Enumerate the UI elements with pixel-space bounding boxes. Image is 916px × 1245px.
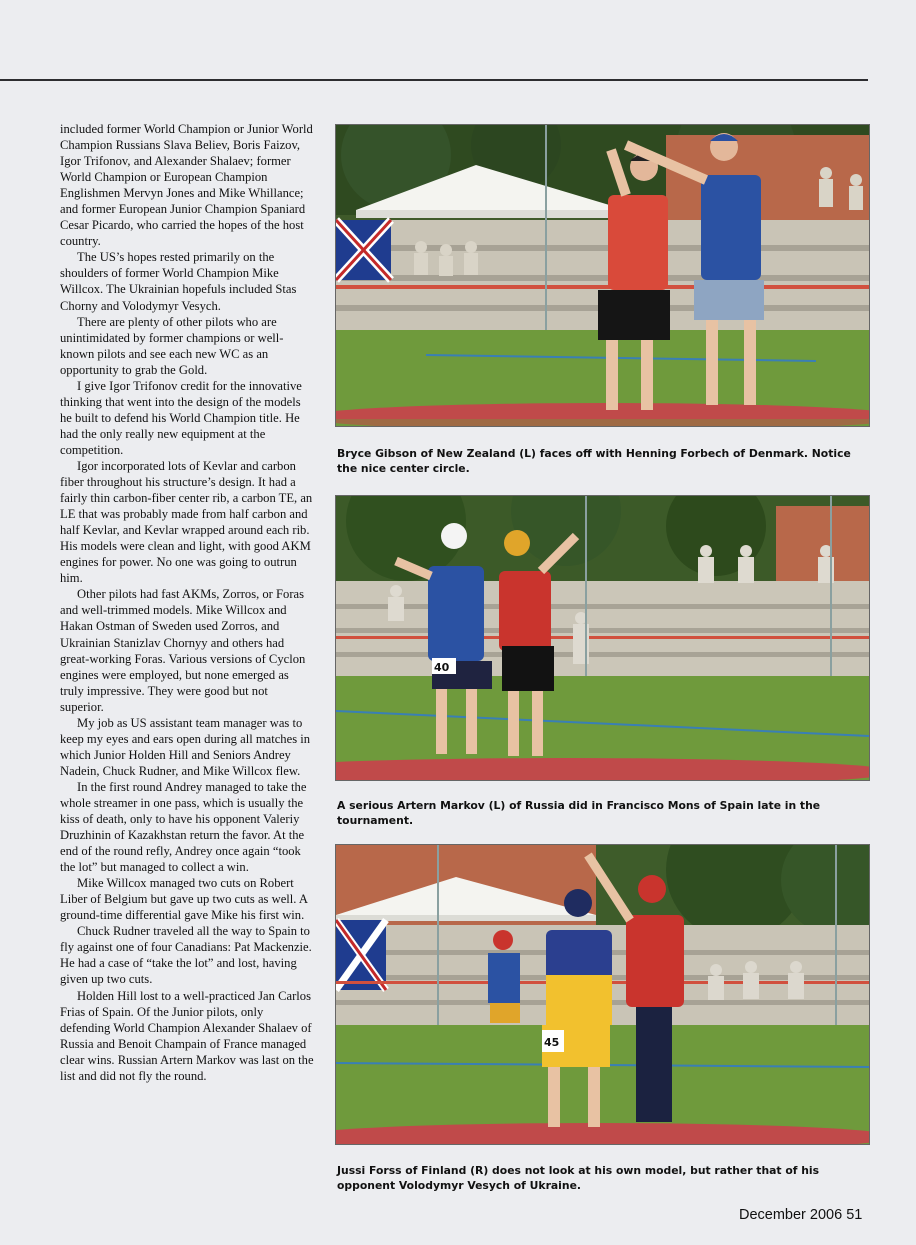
page-footer — [739, 1207, 869, 1223]
article-paragraph: Other pilots had fast AKMs, Zorros, or Foras and well-trimmed models. Mike Willcox and Hakan Ostman of Sweden used Zorros, and Ukrainian Stanizlav Chornyy and others had great-working Foras. Various versions of Cyclon engines were employed, but none emerged as truly impressive. They were good but not superior. — [60, 587, 306, 714]
article-paragraph: There are plenty of other pilots who are unintimidated by former champions or well-known pilots and see each new WC as an opportunity to grab the Gold. — [60, 314, 284, 377]
article-paragraph: Igor incorporated lots of Kevlar and carbon fiber throughout his structure’s design. It had a fairly thin carbon-fiber center rib, a carbon TE, an LE that was probably made from half carbon and half Kevlar, and Kevlar wrapped around each rib. His models were clean and light, with good AKM engines for power. No one was going to outrun him. — [60, 458, 313, 586]
bib-number-40: 40 — [434, 661, 450, 674]
bib-number-45: 45 — [544, 1036, 560, 1049]
photo-markov — [335, 495, 870, 781]
photo-faceoff — [335, 124, 870, 427]
article-paragraph: I give Igor Trifonov credit for the innovative thinking that went into the design of the models he built to defend his World Champion title. He had the only really new equipment at the competition. — [60, 378, 302, 457]
photo-markov-image — [336, 496, 869, 780]
article-paragraph: Mike Willcox managed two cuts on Robert Liber of Belgium but gave up two cuts as well. A ground-time differential gave Mike his first win. — [60, 876, 308, 923]
page-number: 51 — [846, 1207, 863, 1223]
article-paragraph: My job as US assistant team manager was to keep my eyes and ears open during all matches in which Junior Holden Hill and Seniors Andrey Nadein, Chuck Rudner, and Mike Willcox flew. — [60, 715, 311, 778]
photo-markov-caption: A serious Artern Markov (L) of Russia did in Francisco Mons of Spain late in the tournament. — [337, 799, 821, 827]
issue-date: December 2006 — [739, 1207, 843, 1223]
article-paragraph: In the first round Andrey managed to take the whole streamer in one pass, which is usually the kiss of death, only to have his opponent Valeriy Druzhinin of Kazakhstan return the favor. At the end of the round refly, Andrey once again “took the lot” but managed to collect a win. — [60, 779, 307, 875]
article-paragraph: included former World Champion or Junior World Champion Russians Slava Believ, Boris Faizov, Igor Trifonov, and Alexander Shalaev; former World Champion or European Champion Englishmen Mervyn Jones and Mike Whillance; and former European Junior Champion Spaniard Cesar Picardo, who carried the hopes of the host country. — [60, 122, 313, 249]
photo-faceoff-image — [336, 125, 869, 426]
header-rule — [0, 79, 868, 81]
photo-forss-image — [336, 845, 869, 1144]
photo-forss — [335, 844, 870, 1145]
article-paragraph: The US’s hopes rested primarily on the shoulders of former World Champion Mike Willcox. The Ukrainian hopefuls included Stas Chorny and Volodymyr Vesych. — [60, 250, 297, 313]
article-paragraph: Holden Hill lost to a well-practiced Jan Carlos Frias of Spain. Of the Junior pilots, only defending World Champion Alexander Shalaev of Russia and Benoit Champain of France managed clear wins. Russian Artern Markov was last on the list and did not fly the round. — [60, 988, 314, 1083]
photo-faceoff-caption: Bryce Gibson of New Zealand (L) faces off with Henning Forbech of Denmark. Notice the nice center circle. — [337, 447, 851, 475]
article-column — [60, 121, 314, 1084]
article-paragraph: Chuck Rudner traveled all the way to Spain to fly against one of four Canadians: Pat Mackenzie. He had a case of “take the lot” and lost, having given up two cuts. — [60, 924, 312, 987]
photo-forss-caption: Jussi Forss of Finland (R) does not look at his own model, but rather that of his opponent Volodymyr Vesych of Ukraine. — [337, 1164, 820, 1192]
